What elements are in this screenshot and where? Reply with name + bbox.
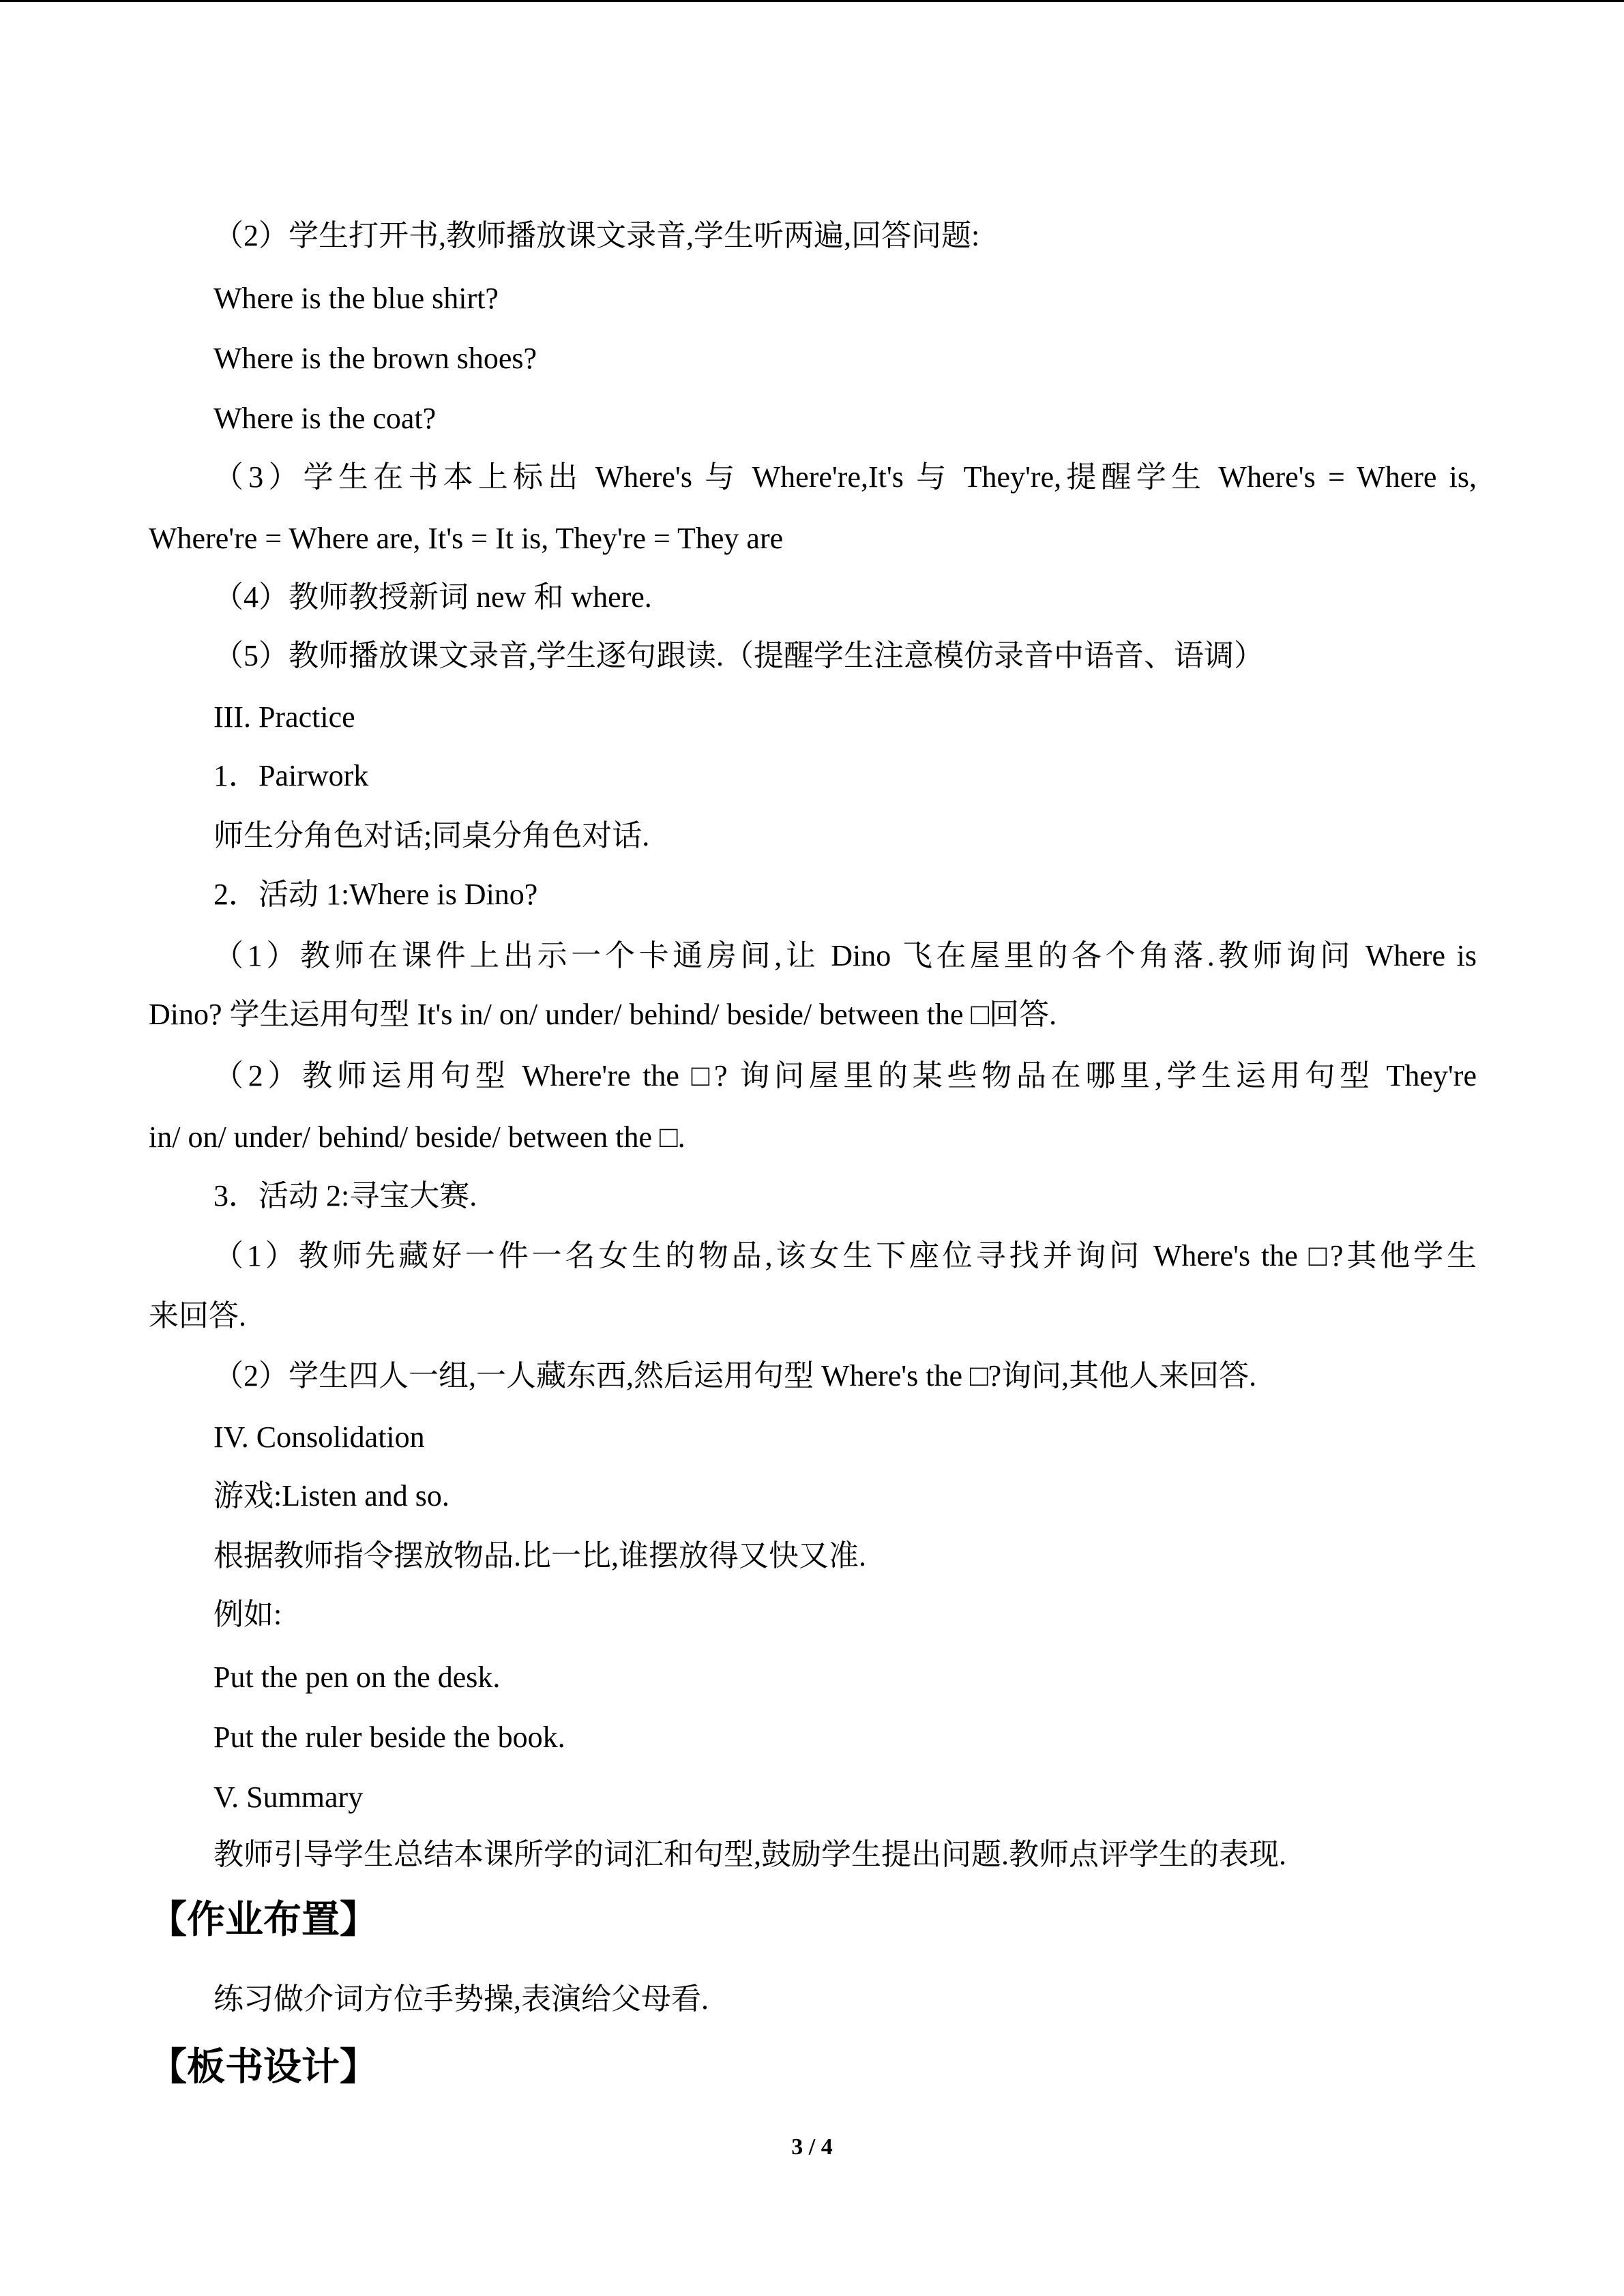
paragraph-activity-2-step-2: （2）学生四人一组,一人藏东西,然后运用句型 Where's the □?询问,其他人来回答. [213,1359,1257,1392]
homework-heading: 【作业布置】 [149,1898,378,1942]
paragraph-activity-1-step-2: （2）教师运用句型 Where're the □? 询问屋里的某些物品在哪里,学生运用句型 They're [213,1059,1477,1092]
paragraph-activity-1-step-1: （1）教师在课件上出示一个卡通房间,让 Dino 飞在屋里的各个角落.教师询问 Where is [213,939,1477,972]
paragraph-pairwork: 师生分角色对话;同桌分角色对话. [213,819,650,852]
instruction-line: 根据教师指令摆放物品.比一比,谁摆放得又快又准. [213,1539,866,1572]
homework-text: 练习做介词方位手势操,表演给父母看. [213,1982,709,2016]
question-line: Where is the blue shirt? [213,282,499,315]
section-heading-summary: V. Summary [213,1780,364,1814]
paragraph-summary: 教师引导学生总结本课所学的词汇和句型,鼓励学生提出问题.教师点评学生的表现. [213,1838,1286,1871]
section-heading-practice: III. Practice [213,700,355,734]
paragraph-step-3: （3）学生在书本上标出 Where's 与 Where're,It's 与 They're,提醒学生 Where's = Where is, [213,460,1477,494]
paragraph-activity-1-step-1-continued: Dino? 学生运用句型 It's in/ on/ under/ behind/ beside/ between the □回答. [149,998,1057,1031]
paragraph-activity-1-step-2-continued: in/ on/ under/ behind/ beside/ between the □. [149,1120,685,1154]
subheading-pairwork: 1．Pairwork [213,759,369,792]
question-line: Where is the brown shoes? [213,342,537,375]
subheading-activity-1: 2．活动 1:Where is Dino? [213,878,538,911]
paragraph-step-4: （4）教师教授新词 new 和 where. [213,580,652,614]
board-design-heading: 【板书设计】 [149,2045,378,2089]
paragraph-step-2: （2）学生打开书,教师播放课文录音,学生听两遍,回答问题: [213,219,980,252]
game-line: 游戏:Listen and so. [213,1479,449,1512]
page-number: 3 / 4 [791,2134,833,2160]
section-heading-consolidation: IV. Consolidation [213,1420,425,1454]
example-label: 例如: [213,1598,282,1631]
paragraph-activity-2-step-1: （1）教师先藏好一件一名女生的物品,该女生下座位寻找并询问 Where's the □?其他学生 [213,1239,1477,1272]
example-line: Put the pen on the desk. [213,1660,501,1694]
paragraph-activity-2-step-1-continued: 来回答. [149,1299,246,1332]
question-line: Where is the coat? [213,402,437,435]
paragraph-step-3-continued: Where're = Where are, It's = It is, They're = They are [149,522,784,555]
subheading-activity-2: 3．活动 2:寻宝大赛. [213,1179,477,1212]
example-line: Put the ruler beside the book. [213,1720,565,1754]
paragraph-step-5: （5）教师播放课文录音,学生逐句跟读.（提醒学生注意模仿录音中语音、语调） [213,639,1264,672]
top-border [0,0,1624,2]
